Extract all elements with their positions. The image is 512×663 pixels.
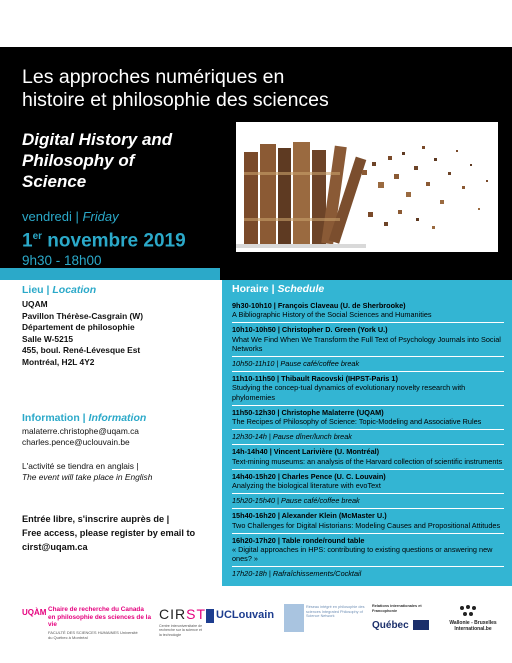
sponsor-logos [0,598,512,658]
location-heading-sep: | [43,284,53,296]
schedule-item-desc: 10h50-11h10 | Pause café/coffee break [232,359,360,369]
schedule-item-desc: 17h20-18h | Rafraîchissements/Cocktail [232,569,362,579]
quebec-ministry-text: Relations internationales et Francophonie [372,604,422,613]
schedule-heading-fr: Horaire [232,283,269,295]
date-number: 1 [22,230,33,252]
location-line: Montréal, H2L 4Y2 [22,356,95,367]
date-ordinal: er [32,231,43,242]
subtitle-line-1: Digital History and [22,130,173,149]
schedule-item-desc: A Bibliographic History of the Social Sciences and Humanities [232,310,432,320]
contact-emails [22,426,139,448]
schedule-item-header: 10h10-10h50 | Christopher D. Green (York U.) [232,325,388,335]
subtitle-line-2: Philosophy of [22,151,135,170]
schedule-item-header: 16h20-17h20 | Table ronde/round table [232,535,365,545]
schedule-item-header: 11h50-12h30 | Christophe Malaterre (UQAM) [232,407,384,417]
wb-dots-icon [458,604,478,618]
schedule-item-desc: 15h20-15h40 | Pause café/coffee break [232,496,360,506]
schedule-heading [232,283,324,295]
schedule-break [232,493,504,508]
schedule-item-header: 15h40-16h20 | Alexander Klein (McMaster U.) [232,511,387,521]
day-separator: | [71,209,83,224]
location-line: UQAM [22,299,48,309]
schedule-heading-en: Schedule [277,283,325,295]
information-heading-fr: Information [22,412,80,424]
language-note-fr: L'activité se tiendra en anglais | [22,461,139,471]
schedule-item-desc: The Recipes of Philosophy of Science: Topic-Modeling and Associative Rules [232,417,482,427]
uclouvain-logo: UCLouvain [216,609,275,621]
title-line-1: Les approches numériques en [22,66,285,88]
schedule-item [232,299,504,322]
location-heading-fr: Lieu [22,284,44,296]
schedule-list [232,299,504,582]
rih-emblem-icon [284,604,304,632]
poster-title [22,66,492,112]
cirst-logo [159,606,206,622]
rih-logo-text: Réseau intégré en philosophie des sciences Integrated Philosophy of Science Network [306,605,365,619]
email-link[interactable]: charles.pence@uclouvain.be [22,437,130,447]
location-address [22,299,212,369]
quebec-flag-icon [413,620,429,630]
event-date-block [22,209,186,269]
faculte-logo-text: FACULTÉ DES SCIENCES HUMAINES Université du Québec à Montréal [48,630,138,640]
language-note-en: The event will take place in English [22,472,153,482]
books-illustration [236,122,498,252]
schedule-item [232,508,504,532]
schedule-item [232,533,504,567]
schedule-break [232,429,504,444]
location-heading-en: Location [52,284,97,296]
event-date [22,226,186,252]
email-link[interactable]: malaterre.christophe@uqam.ca [22,426,139,436]
uclouvain-emblem-icon [206,609,214,623]
information-heading-sep: | [79,412,89,424]
schedule-item [232,371,504,405]
cirst-logo-b: ST [186,606,207,622]
date-month-year: novembre 2019 [42,230,186,252]
schedule-break [232,566,504,581]
schedule-item-desc: What We Find When We Transform the Full Text of Psychology Journals into Social Networks [232,334,501,353]
registration-line: Entrée libre, s'inscrire auprès de | [22,514,170,524]
schedule-item-header: 14h-14h40 | Vincent Larivière (U. Montréal) [232,447,380,457]
accent-rule [0,268,220,280]
schedule-item [232,444,504,468]
location-heading [22,284,96,296]
schedule-item-header: 11h10-11h50 | Thibault Racovski (IHPST-Paris 1) [232,374,398,384]
day-en: Friday [82,209,119,224]
registration-email[interactable]: cirst@uqam.ca [22,542,88,552]
schedule-item-header: 9h30-10h10 | François Claveau (U. de Sherbrooke) [232,301,406,310]
cirst-logo-subtitle: Centre interuniversitaire de recherche sur la science et la technologie [159,624,203,637]
cirst-logo-a: CIR [159,606,187,622]
event-day [22,209,186,225]
schedule-item [232,322,504,356]
information-heading-en: Information [88,412,147,424]
top-margin [0,0,512,47]
schedule-item-desc: Two Challenges for Digital Historians: Modeling Causes and Propositional Attitudes [232,520,501,530]
location-line: Département de philosophie [22,322,135,333]
registration-note [22,512,222,554]
schedule-item [232,469,504,493]
books-dissolving-image [236,122,498,252]
schedule-item-desc: Analyzing the biological literature with evoText [232,481,381,491]
location-line: Pavillon Thérèse-Casgrain (W) [22,310,143,321]
language-note [22,461,212,483]
location-line: 455, boul. René-Lévesque Est [22,345,141,356]
chaire-logo-text: Chaire de recherche du Canada en philosophie des sciences de la vie [48,606,151,629]
quebec-logo: Québec [372,620,409,631]
schedule-item-header: 14h40-15h20 | Charles Pence (U. C. Louvain) [232,471,386,481]
schedule-item-desc: 12h30-14h | Pause dîner/lunch break [232,432,352,442]
schedule-item [232,405,504,429]
event-time: 9h30 - 18h00 [22,253,102,269]
schedule-break [232,356,504,371]
wbi-logo-text: Wallonie - Bruxelles International.be [449,620,497,632]
location-line: Salle W-5215 [22,333,74,344]
poster-subtitle [22,129,222,192]
title-line-2: histoire et philosophie des sciences [22,89,329,111]
subtitle-line-3: Science [22,172,87,191]
information-heading [22,412,146,424]
schedule-item-desc: « Digital approaches in HPS: contributing to existing questions or answering new ones? » [232,545,493,564]
schedule-heading-sep: | [268,283,278,295]
schedule-item-desc: Text-mining museums: an analysis of the Harvard collection of scientific instruments [232,456,503,466]
registration-line: Free access, please register by email to [22,528,196,538]
schedule-item-desc: Studying the concep-tual dynamics of evolutionary novelty research with phylomemies [232,383,466,402]
day-fr: vendredi [22,209,72,224]
uqam-logo: UQÀM [22,608,47,617]
